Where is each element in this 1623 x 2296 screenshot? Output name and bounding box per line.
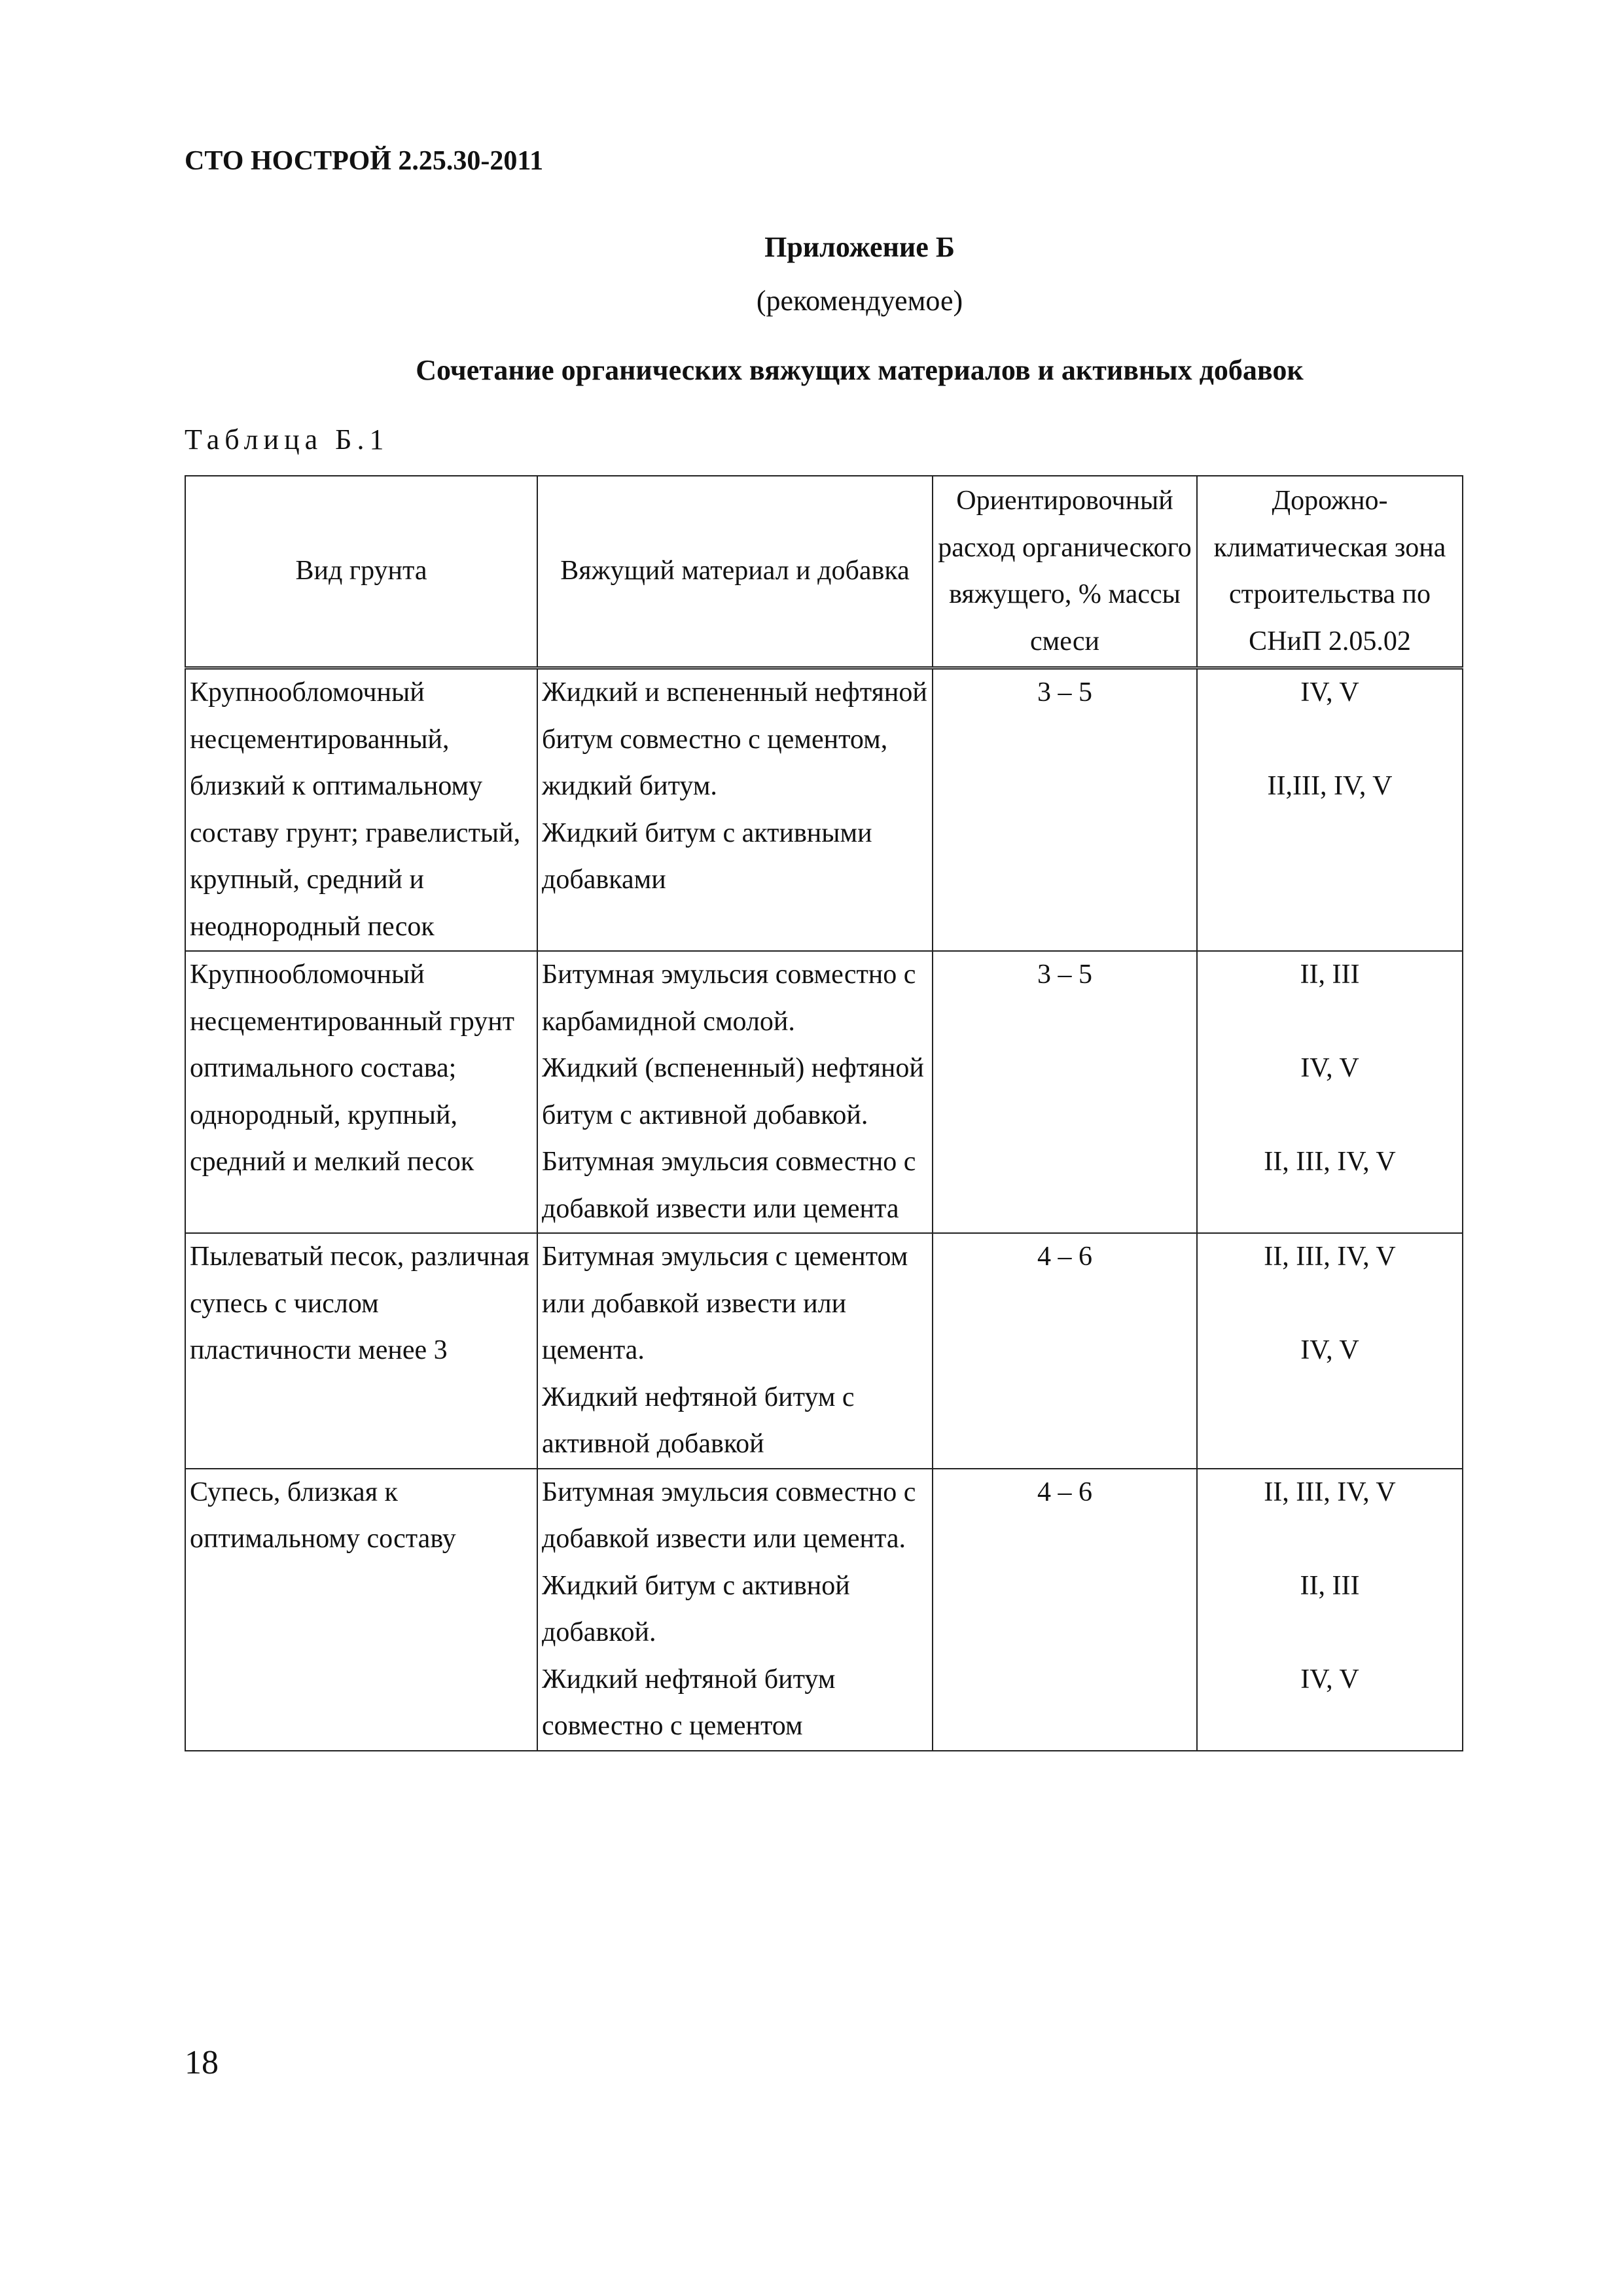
zone-line: IV, V [1300,677,1359,708]
cell-binder [537,668,933,952]
cell-rate: 4 – 6 [933,1233,1197,1469]
zone-line: IV, V [1300,1335,1359,1365]
column-header-rate: Ориентировочный расход органического вяжущего, % массы смеси [933,476,1197,668]
binder-line: Жидкий (вспененный) нефтяной битум с активной добавкой. [542,1053,924,1130]
binder-line: Жидкий нефтяной битум совместно с цементом [542,1664,836,1741]
zone-line: IV, V [1300,1053,1359,1083]
cell-soil: Супесь, близкая к оптимальному составу [185,1469,537,1751]
binder-line: Битумная эмульсия с цементом или добавкой извести или цемента. [542,1242,908,1365]
table-title: Сочетание органических вяжущих материалов и активных добавок [416,354,1304,386]
table-row [185,668,1463,952]
table-label: Таблица Б.1 [185,423,389,456]
binder-line: Битумная эмульсия совместно с добавкой извести или цемента. [542,1477,916,1554]
cell-rate: 3 – 5 [933,668,1197,952]
cell-binder [537,1469,933,1751]
cell-zones [1197,1469,1463,1751]
cell-soil: Крупнообломочный несцементированный грунт оптимального состава; однородный, крупный, средний и мелкий песок [185,951,537,1233]
zone-line: II, III, IV, V [1264,1477,1396,1507]
binder-line: Жидкий битум с активной добавкой. [542,1570,850,1647]
zone-line: IV, V [1300,1664,1359,1695]
cell-zones [1197,668,1463,952]
zone-line: II, III, IV, V [1264,1147,1396,1177]
binder-line: Жидкий и вспененный нефтяной битум совместно с цементом, жидкий битум. [542,677,927,801]
binder-line: Битумная эмульсия совместно с карбамидной смолой. [542,960,916,1037]
cell-soil: Пылеватый песок, различная супесь с числом пластичности менее 3 [185,1233,537,1469]
table-row [185,1469,1463,1751]
column-header-zone: Дорожно-климатическая зона строительства по СНиП 2.05.02 [1197,476,1463,668]
appendix-title: Приложение Б [764,231,955,263]
page-number: 18 [185,2044,219,2081]
cell-rate: 4 – 6 [933,1469,1197,1751]
zone-line: II,III, IV, V [1267,771,1393,801]
binder-table [185,475,1463,1751]
column-header-soil: Вид грунта [185,476,537,668]
binder-line: Битумная эмульсия совместно с добавкой извести или цемента [542,1147,916,1224]
document-id: СТО НОСТРОЙ 2.25.30-2011 [185,146,544,176]
zone-line: II, III [1300,960,1360,990]
cell-zones [1197,951,1463,1233]
zone-line: II, III, IV, V [1264,1242,1396,1272]
cell-soil: Крупнообломочный несцементированный, близкий к оптимальному составу грунт; гравелистый, крупный, средний и неоднородный песок [185,668,537,952]
binder-line: Жидкий битум с активными добавками [542,817,872,895]
table-header-row [185,476,1463,668]
cell-binder [537,1233,933,1469]
cell-rate: 3 – 5 [933,951,1197,1233]
table-row [185,1233,1463,1469]
table-row [185,951,1463,1233]
cell-zones [1197,1233,1463,1469]
zone-line: II, III [1300,1570,1360,1601]
cell-binder [537,951,933,1233]
binder-line: Жидкий нефтяной битум с активной добавкой [542,1382,855,1459]
column-header-binder: Вяжущий материал и добавка [537,476,933,668]
appendix-note: (рекомендуемое) [756,285,963,317]
